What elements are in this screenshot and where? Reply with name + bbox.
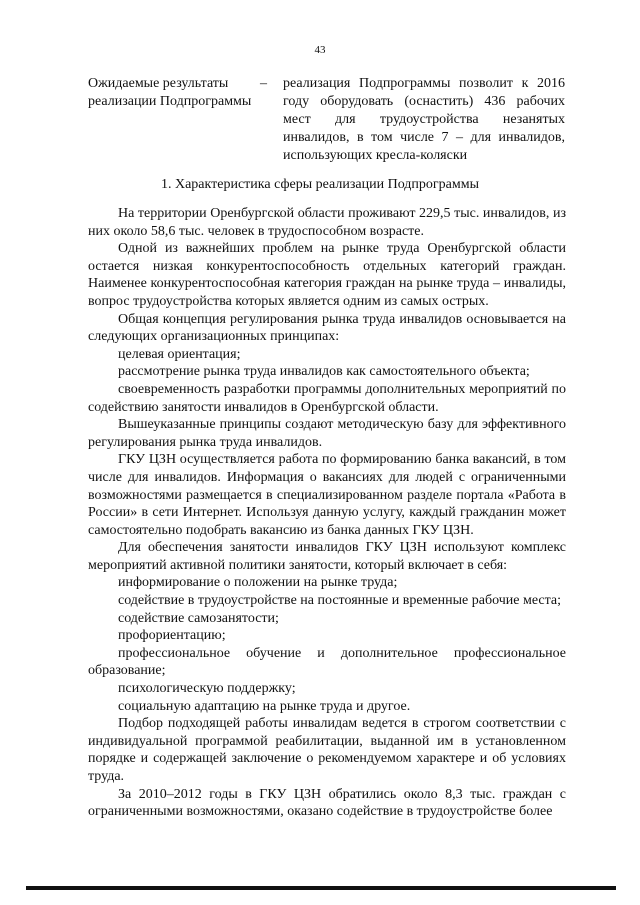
paragraph: За 2010–2012 годы в ГКУ ЦЗН обратились около 8,3 тыс. граждан с ограниченными возможностями, оказано содействие в трудоустройстве более xyxy=(88,786,566,820)
expected-results-dash: – xyxy=(260,76,267,91)
list-item: психологическую поддержку; xyxy=(118,681,296,697)
bottom-scan-border xyxy=(26,886,616,890)
paragraph: Подбор подходящей работы инвалидам ведется в строгом соответствии с индивидуальной программой реабилитации, выданной им в установленном порядке и содержащей заключение о рекомендуемом характере и об условиях труда. xyxy=(88,716,566,784)
list-item: содействие самозанятости; xyxy=(118,610,279,626)
paragraph: Для обеспечения занятости инвалидов ГКУ ЦЗН используют комплекс мероприятий активной политики занятости, который включает в себя: xyxy=(88,540,566,573)
list-item: целевая ориентация; xyxy=(118,346,241,362)
list-item: рассмотрение рынка труда инвалидов как самостоятельного объекта; xyxy=(118,364,530,380)
list-item: социальную адаптацию на рынке труда и другое. xyxy=(118,698,411,714)
paragraph: ГКУ ЦЗН осуществляется работа по формированию банка вакансий, в том числе для инвалидов. Информация о вакансиях для людей с ограниченными возможностями размещается в специализированном разделе портала «Работа в России» в сети Интернет. Используя данную услугу, каждый гражданин может самостоятельно подобрать вакансию из банка данных ГКУ ЦЗН. xyxy=(88,452,566,538)
expected-results-value: реализация Подпрограммы позволит к 2016 году оборудовать (оснастить) 436 рабочих мест для трудоустройства незанятых инвалидов, в том числе 7 – для инвалидов, использующих кресла-коляски xyxy=(283,76,565,163)
list-item: профессиональное обучение и дополнительное профессиональное образование; xyxy=(88,645,566,679)
page-number: 43 xyxy=(314,44,326,56)
section-title: 1. Характеристика сферы реализации Подпрограммы xyxy=(160,177,479,192)
document-body xyxy=(88,205,566,821)
list-item: информирование о положении на рынке труда; xyxy=(118,575,398,591)
list-item: профориентацию; xyxy=(118,628,226,644)
list-item: содействие в трудоустройстве на постоянные и временные рабочие места; xyxy=(118,593,561,609)
paragraph: Одной из важнейших проблем на рынке труда Оренбургской области остается низкая конкурентоспособность отдельных категорий граждан. Наименее конкурентоспособная категория граждан на рынке труда – инвалиды, вопрос трудоустройства которых является одним из самых острых. xyxy=(88,241,566,309)
list-item: своевременность разработки программы дополнительных мероприятий по содействию занятости инвалидов в Оренбургской области. xyxy=(88,381,566,415)
paragraph: Общая концепция регулирования рынка труда инвалидов основывается на следующих организационных принципах: xyxy=(88,311,566,345)
expected-results-label: Ожидаемые результаты реализации Подпрограммы xyxy=(88,76,252,109)
paragraph: На территории Оренбургской области проживают 229,5 тыс. инвалидов, из них около 58,6 тыс. человек в трудоспособном возрасте. xyxy=(88,206,566,239)
paragraph: Вышеуказанные принципы создают методическую базу для эффективного регулирования рынка труда инвалидов. xyxy=(88,417,566,450)
